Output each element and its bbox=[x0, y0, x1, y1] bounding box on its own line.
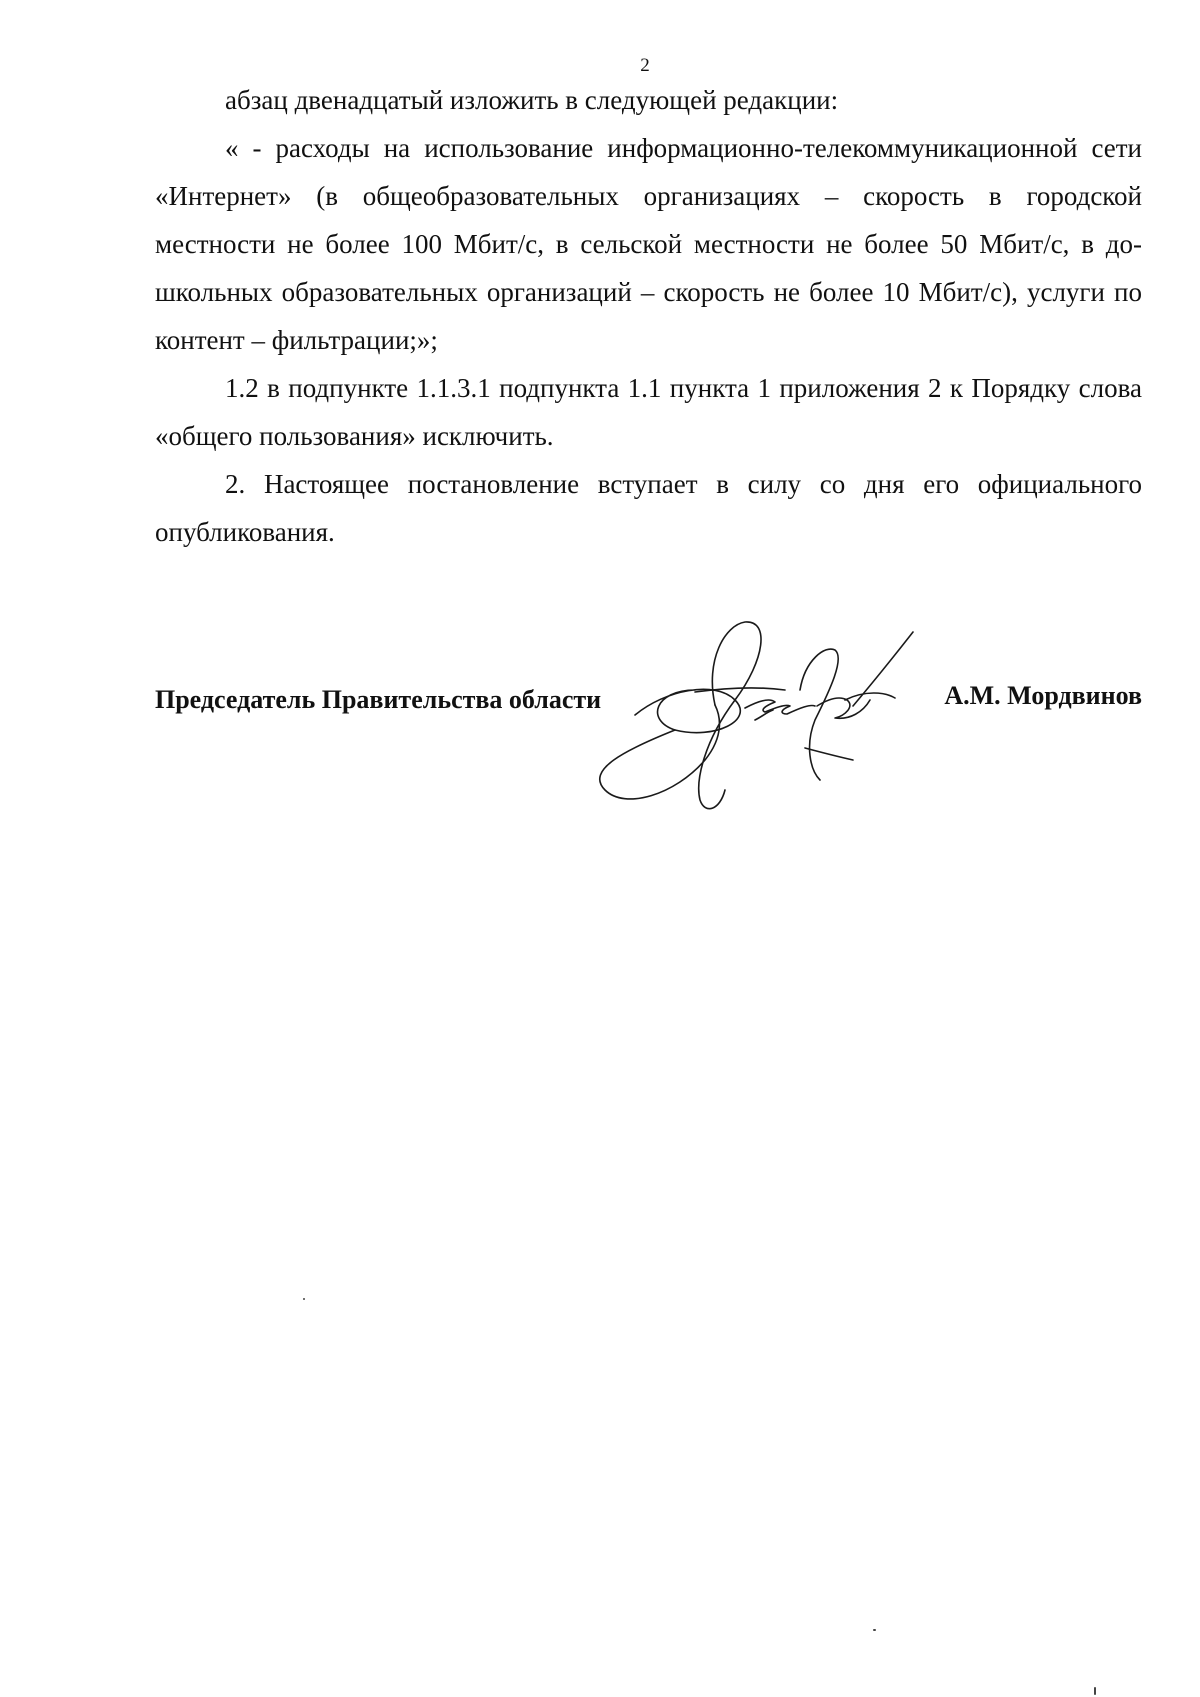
paragraph-amendment: 1.2 в подпункте 1.1.3.1 подпункта 1.1 пункта 1 приложения 2 к Порядку слова «общего пользования» исключить. bbox=[155, 373, 1142, 451]
document-body bbox=[155, 76, 1142, 556]
signatory-name: А.М. Мордвинов bbox=[944, 681, 1142, 710]
page-number: 2 bbox=[640, 55, 650, 76]
scan-speck bbox=[1094, 1687, 1096, 1695]
scan-speck bbox=[873, 1629, 876, 1631]
paragraph-intro: абзац двенадцатый изложить в следующей редакции: bbox=[225, 85, 839, 115]
paragraph-expenses: « - расходы на использование информационно-телекоммуникационной сети «Интернет» (в общеобразовательных организациях – скорость в городской местности не более 100 Мбит/с, в сельской местности не более 50 Мбит/с, в дошкольных образовательных организаций – скорость не более 10 Мбит/с), услуги по контент – фильтрации;»; bbox=[155, 133, 1142, 355]
paragraph-effective-date: 2. Настоящее постановление вступает в силу со дня его официального опубликования. bbox=[155, 469, 1142, 547]
handwritten-signature bbox=[595, 620, 955, 820]
signatory-title: Председатель Правительства области bbox=[155, 685, 602, 714]
scan-speck bbox=[303, 1298, 305, 1300]
